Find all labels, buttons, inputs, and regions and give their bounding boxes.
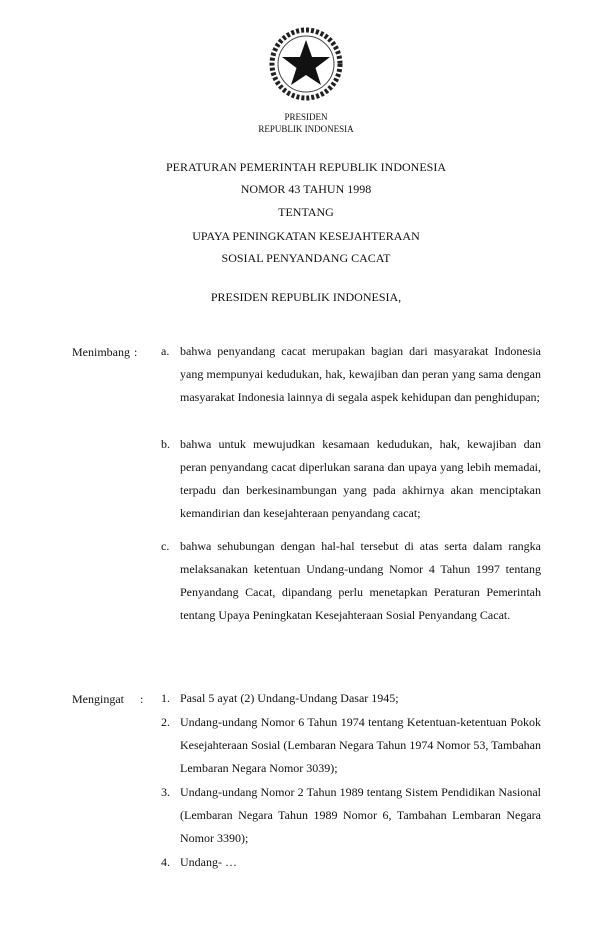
item-marker: 4. bbox=[161, 855, 170, 869]
menimbang-label: Menimbang bbox=[72, 345, 130, 359]
title-line-4: UPAYA PENINGKATAN KESEJAHTERAAN bbox=[192, 229, 420, 243]
title-line-2: NOMOR 43 TAHUN 1998 bbox=[240, 182, 372, 196]
mengingat-item-1 bbox=[161, 687, 541, 710]
item-text: Undang-undang Nomor 6 Tahun 1974 tentang Ketentuan-ketentuan Pokok Kesejahteraan Sosial (Lembaran Negara Tahun 1974 Nomor 53, Tambahan Lembaran Negara Nomor 3039); bbox=[180, 715, 541, 775]
preamble: PRESIDEN REPUBLIK INDONESIA, bbox=[210, 290, 402, 304]
menimbang-colon: : bbox=[134, 345, 138, 359]
item-text: bahwa sehubungan dengan hal-hal tersebut di atas serta dalam rangka melaksanakan ketentuan Undang-undang Nomor 4 Tahun 1997 tentang Penyandang Cacat, dipandang perlu menetapkan Peraturan Pemerintah tentang Upaya Peningkatan Kesejahteraan Sosial Penyandang Cacat. bbox=[180, 539, 541, 622]
letterhead-presiden: PRESIDEN bbox=[284, 112, 328, 122]
item-marker: 1. bbox=[161, 691, 170, 705]
title-line-3: TENTANG bbox=[278, 205, 334, 219]
item-marker: 3. bbox=[161, 785, 170, 799]
item-text: bahwa untuk mewujudkan kesamaan kedudukan, hak, kewajiban dan peran penyandang cacat diperlukan sarana dan upaya yang lebih memadai, terpadu dan berkesinambungan yang pada akhirnya akan menciptakan kemandirian dan kesejahteraan penyandang cacat; bbox=[180, 437, 541, 520]
mengingat-item-2 bbox=[161, 711, 541, 780]
mengingat-label: Mengingat bbox=[72, 692, 124, 706]
title-line-1: PERATURAN PEMERINTAH REPUBLIK INDONESIA bbox=[165, 160, 447, 174]
item-marker: a. bbox=[161, 344, 170, 358]
menimbang-item-c bbox=[161, 535, 541, 627]
item-marker: 2. bbox=[161, 715, 170, 729]
mengingat-colon: : bbox=[140, 692, 144, 706]
menimbang-item-a bbox=[161, 340, 541, 409]
letterhead-republik: REPUBLIK INDONESIA bbox=[258, 124, 354, 134]
item-marker: b. bbox=[161, 437, 170, 451]
item-text: Undang- … bbox=[180, 855, 237, 869]
mengingat-item-4 bbox=[161, 851, 541, 874]
presidential-emblem-icon bbox=[268, 26, 344, 102]
item-text: Undang-undang Nomor 2 Tahun 1989 tentang Sistem Pendidikan Nasional (Lembaran Negara Tahun 1989 Nomor 6, Tambahan Lembaran Negara Nomor 3390); bbox=[180, 785, 541, 845]
item-text: bahwa penyandang cacat merupakan bagian dari masyarakat Indonesia yang mempunyai kedudukan, hak, kewajiban dan peran yang sama dengan masyarakat Indonesia lainnya di segala aspek kehidupan dan penghidupan; bbox=[180, 344, 541, 404]
item-marker: c. bbox=[161, 539, 170, 553]
title-line-5: SOSIAL PENYANDANG CACAT bbox=[221, 251, 391, 265]
menimbang-item-b bbox=[161, 433, 541, 525]
mengingat-item-3 bbox=[161, 781, 541, 850]
item-text: Pasal 5 ayat (2) Undang-Undang Dasar 1945; bbox=[180, 691, 399, 705]
